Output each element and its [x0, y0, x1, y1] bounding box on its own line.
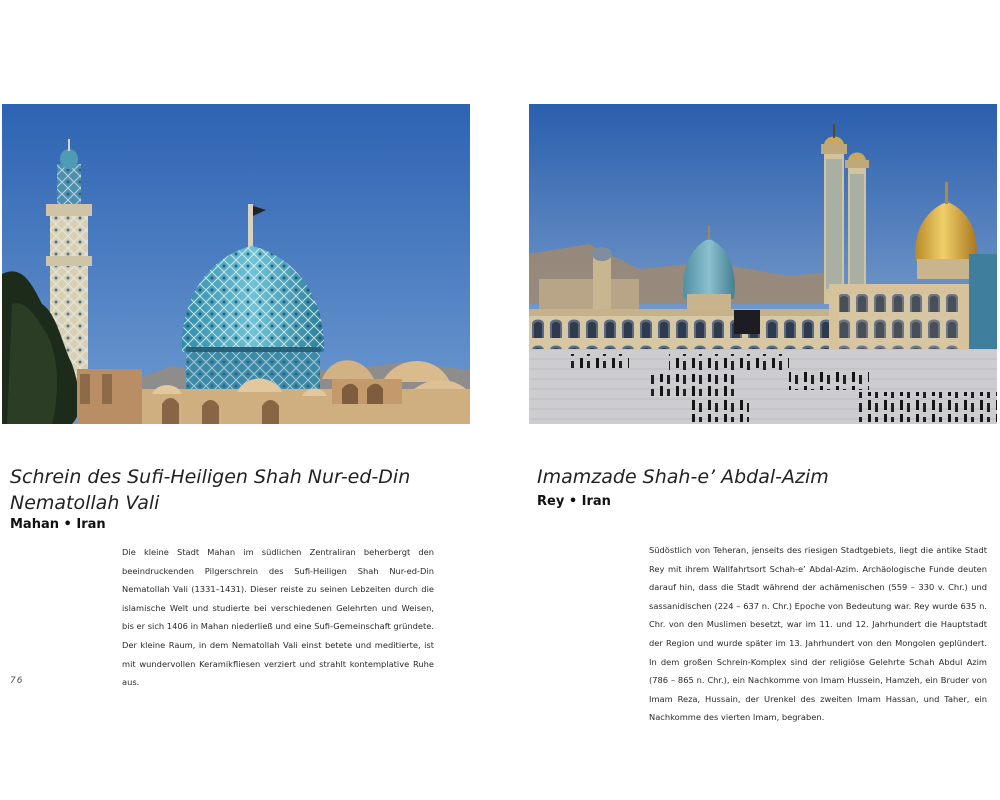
mahan-shrine-illustration	[2, 104, 470, 424]
right-page	[500, 0, 1000, 800]
shrine-location: Mahan • Iran	[10, 517, 106, 532]
photo-mahan-shrine	[2, 104, 470, 424]
shrine-location: Rey • Iran	[537, 494, 611, 509]
abdal-azim-illustration	[529, 104, 997, 424]
page-number: 76	[10, 676, 24, 686]
shrine-title: Imamzade Shah-e’ Abdal-Azim	[537, 466, 829, 488]
shrine-description: Die kleine Stadt Mahan im südlichen Zentraliran beherbergt den beeindruckenden Pilgerschrein des Sufi-Heiligen Shah Nur-ed-Din Nematollah Vali (1331–1431). Dieser reiste zu seinen Lebzeiten durch die islamische Welt und studierte bei verschiedenen Gelehrten und Weisen, bis er sich 1406 in Mahan niederließ und eine Sufi-Gemeinschaft gründete. Der kleine Raum, in dem Nematollah Vali einst betete und meditierte, ist mit wundervollen Keramikfliesen verziert und strahlt kontemplative Ruhe aus.	[122, 547, 434, 688]
shrine-title: Schrein des Sufi-Heiligen Shah Nur-ed-Din Nematollah Vali	[10, 466, 411, 514]
photo-abdal-azim-shrine	[529, 104, 997, 424]
shrine-description: Südöstlich von Teheran, jenseits des riesigen Stadtgebiets, liegt die antike Stadt Rey mit ihrem Wallfahrtsort Schah-e’ Abdal-Azim. Archäologische Funde deuten darauf hin, dass die Stadt während der achämenischen (559 – 330 v. Chr.) und sassanidischen (224 – 637 n. Chr.) Epoche von Bedeutung war. Rey wurde 635 n. Chr. von den Muslimen besetzt, war im 11. und 12. Jahrhundert die Hauptstadt der Region und wurde später im 13. Jahrhundert von den Mongolen geplündert. In dem großen Schrein-Komplex sind der religiöse Gelehrte Schah Abdul Azim (786 – 865 n. Chr.), ein Nachkomme von Imam Hussein, Hamzeh, ein Bruder von Imam Reza, Hussain, der Urenkel des zweiten Imam Hassan, und Taher, ein Nachkomme des vierten Imam, begraben.	[649, 545, 987, 723]
